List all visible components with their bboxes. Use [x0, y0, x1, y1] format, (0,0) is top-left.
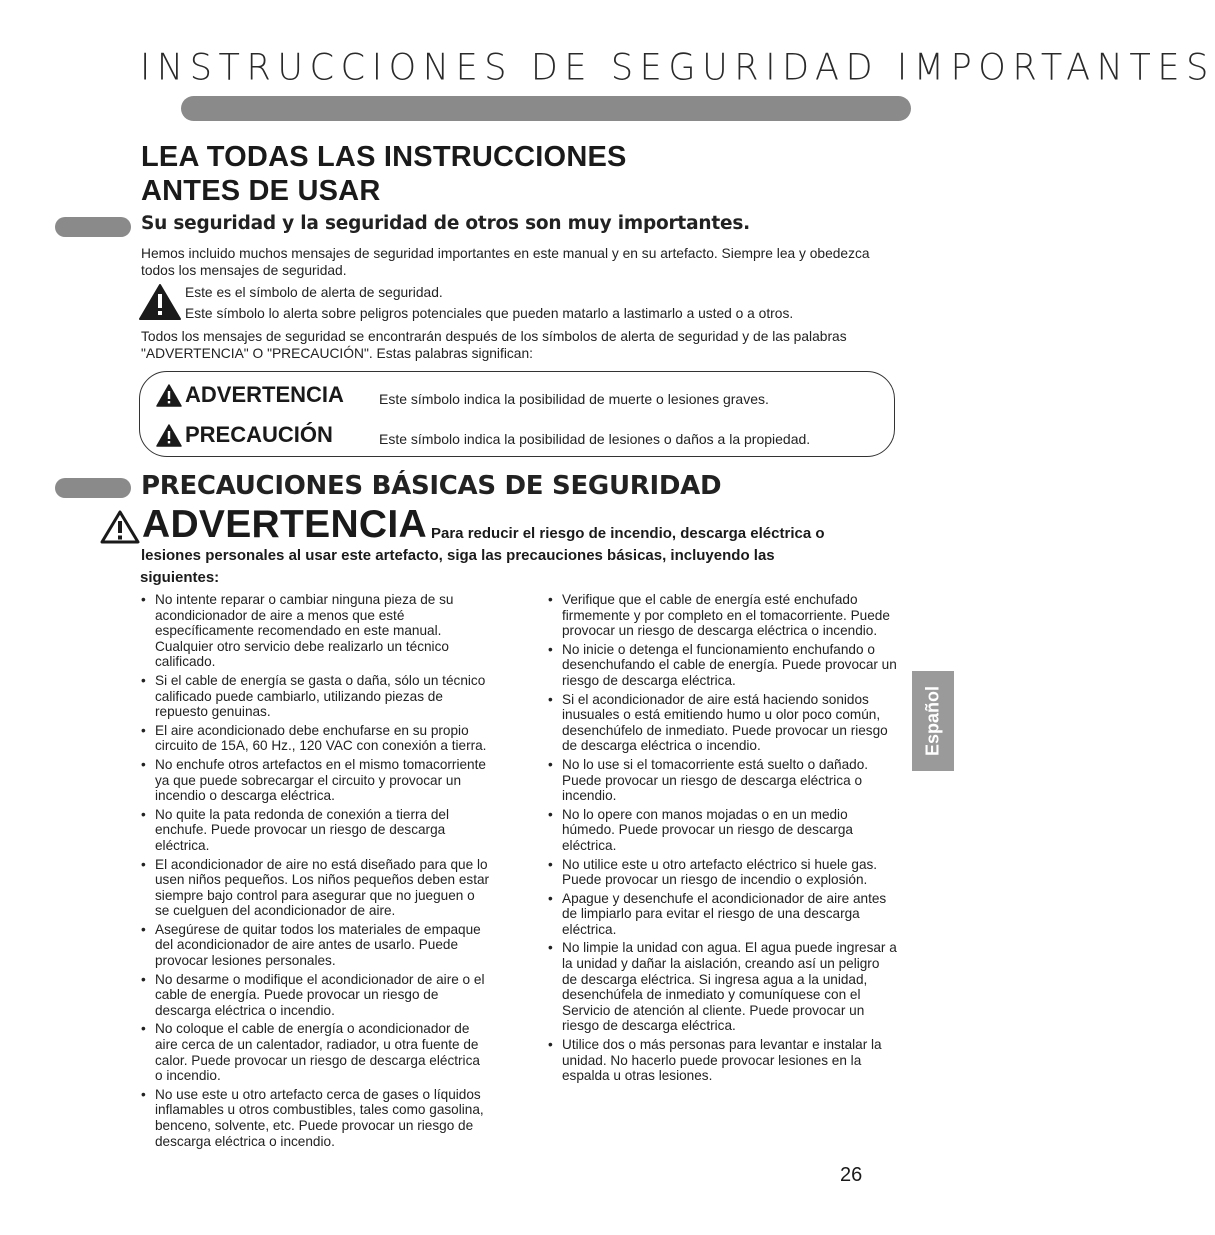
warning-intro-line-3: siguientes: — [140, 569, 220, 586]
list-item: • Verifique que el cable de energía esté enchufado firmemente y por completo en el tomacorriente. Puede provocar un riesgo de descarga eléctrica o incendio. — [548, 592, 898, 639]
list-item: • No enchufe otros artefactos en el mismo tomacorriente ya que puede sobrecargar el circuito y provocar un incendio o descarga eléctrica. — [141, 757, 491, 804]
list-item: • No lo use si el tomacorriente está suelto o dañado. Puede provocar un riesgo de descarga eléctrica o incendio. — [548, 757, 898, 804]
intro-paragraph: Hemos incluido muchos mensajes de seguridad importantes en este manual y en su artefacto. Siempre lea y obedezca todos los mensajes de seguridad. — [141, 246, 870, 278]
warning-triangle-icon — [156, 424, 182, 447]
list-item: • Utilice dos o más personas para levantar e instalar la unidad. No hacerlo puede provocar lesiones en la espalda u otras lesiones. — [548, 1037, 898, 1084]
list-item: • Si el cable de energía se gasta o daña, sólo un técnico calificado puede cambiarlo, utilizando piezas de repuesto genuinas. — [141, 673, 491, 720]
warning-signal-word: ADVERTENCIA — [142, 503, 427, 546]
list-item: • Apague y desenchufe el acondicionador de aire antes de limpiarlo para evitar el riesgo de una descarga eléctrica. — [548, 891, 898, 938]
page-title: INSTRUCCIONES DE SEGURIDAD IMPORTANTES — [140, 47, 1215, 89]
list-item: • No coloque el cable de energía o acondicionador de aire cerca de un calentador, radiador, u otra fuente de calor. Puede provocar un riesgo de descarga eléctrica o incendio. — [141, 1021, 491, 1083]
section-heading-read-all — [141, 140, 627, 208]
list-item: • No intente reparar o cambiar ninguna pieza de su acondicionador de aire a menos que esté específicamente recomendado en este manual. Cualquier otro servicio debe realizarlo un técnico calificado. — [141, 592, 491, 670]
messages-paragraph: Todos los mensajes de seguridad se encontrarán después de los símbolos de alerta de seguridad y de las palabras "ADVERTENCIA" O "PRECAUCIÓN". Estas palabras significan: — [141, 329, 847, 361]
heading-line-1: LEA TODAS LAS INSTRUCCIONES — [141, 141, 627, 173]
warning-intro-line-1: Para reducir el riesgo de incendio, descarga eléctrica o — [431, 525, 825, 542]
list-item: • No utilice este u otro artefacto eléctrico si huele gas. Puede provocar un riesgo de incendio o explosión. — [548, 857, 898, 888]
list-item: • El acondicionador de aire no está diseñado para que lo usen niños pequeños. Los niños pequeños deben estar siempre bajo control para asegurar que no jueguen o se cuelguen del acondicionador de aire. — [141, 857, 491, 919]
section-marker — [55, 217, 131, 237]
warning-intro-line-2: lesiones personales al usar este artefacto, siga las precauciones básicas, incluyendo las — [141, 547, 775, 564]
warning-triangle-icon — [138, 283, 182, 321]
list-item: • No use este u otro artefacto cerca de gases o líquidos inflamables u otros combustibles, tales como gasolina, benceno, solvente, etc. Puede provocar un riesgo de descarga eléctrica o incendio. — [141, 1087, 491, 1149]
language-tab-label: Español — [922, 685, 943, 757]
page-number: 26 — [840, 1164, 863, 1186]
safety-subheading: Su seguridad y la seguridad de otros son muy importantes. — [141, 213, 750, 234]
list-item: • No quite la pata redonda de conexión a tierra del enchufe. Puede provocar un riesgo de descarga eléctrica. — [141, 807, 491, 854]
warning-triangle-icon — [156, 384, 182, 407]
caution-description: Este símbolo indica la posibilidad de lesiones o daños a la propiedad. — [379, 431, 811, 447]
language-tab[interactable] — [912, 671, 954, 771]
caution-label: PRECAUCIÓN — [185, 422, 333, 447]
precautions-right-column — [548, 592, 898, 1087]
basic-precautions-heading: PRECAUCIONES BÁSICAS DE SEGURIDAD — [141, 471, 722, 501]
list-item: • Asegúrese de quitar todos los materiales de empaque del acondicionador de aire antes de usarlo. Puede provocar lesiones personales. — [141, 922, 491, 969]
precautions-left-column — [141, 592, 491, 1152]
list-item: • No inicie o detenga el funcionamiento enchufando o desenchufando el cable de energía. Puede provocar un riesgo de descarga eléctrica. — [548, 642, 898, 689]
list-item: • Si el acondicionador de aire está haciendo sonidos inusuales o está emitiendo humo u olor poco común, desenchúfelo de inmediato. Puede provocar un riesgo de descarga eléctrica o incendio. — [548, 692, 898, 754]
list-item: • No limpie la unidad con agua. El agua puede ingresar a la unidad y dañar la aislación, creando así un peligro de descarga eléctrica. Si ingresa agua a la unidad, desenchúfela de inmediato y comuníquese con el Servicio de atención al cliente. Puede provocar un riesgo de descarga eléctrica. — [548, 940, 898, 1034]
warning-label: ADVERTENCIA — [185, 382, 344, 407]
symbol-description: Este es el símbolo de alerta de seguridad. — [185, 285, 443, 300]
section-marker — [55, 478, 131, 498]
warning-triangle-icon — [100, 510, 140, 544]
title-bar — [181, 96, 911, 121]
warning-description: Este símbolo indica la posibilidad de muerte o lesiones graves. — [379, 391, 769, 407]
symbol-alert-description: Este símbolo lo alerta sobre peligros potenciales que pueden matarlo a lastimarlo a usted o a otros. — [185, 306, 794, 321]
heading-line-2: ANTES DE USAR — [141, 175, 381, 207]
list-item: • No lo opere con manos mojadas o en un medio húmedo. Puede provocar un riesgo de descarga eléctrica. — [548, 807, 898, 854]
list-item: • El aire acondicionado debe enchufarse en su propio circuito de 15A, 60 Hz., 120 VAC con conexión a tierra. — [141, 723, 491, 754]
list-item: • No desarme o modifique el acondicionador de aire o el cable de energía. Puede provocar un riesgo de descarga eléctrica o incendio. — [141, 972, 491, 1019]
